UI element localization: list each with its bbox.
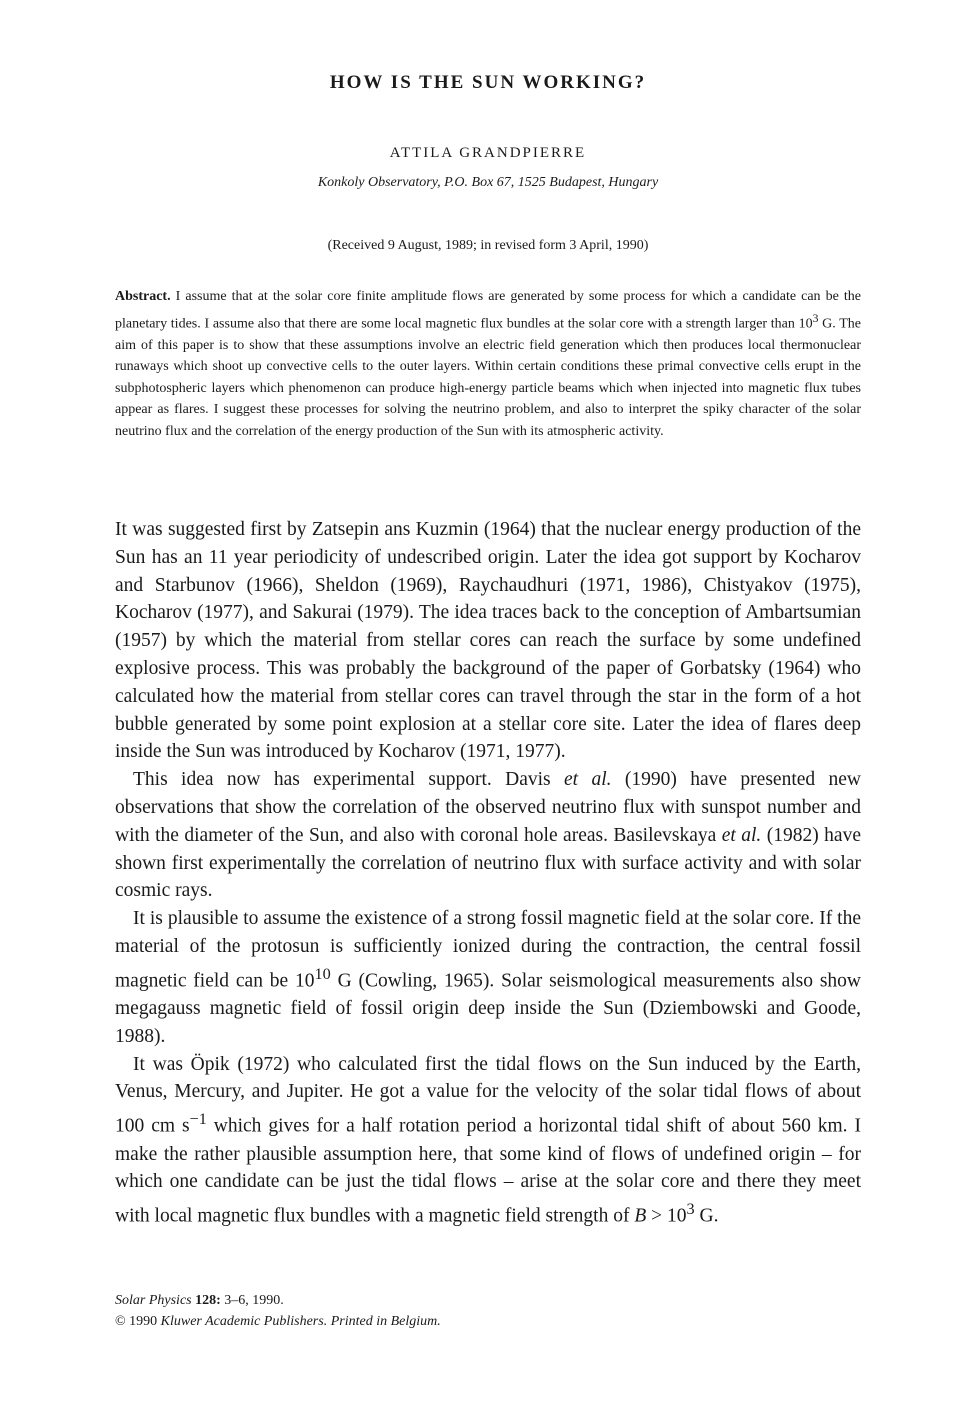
citation-etal: et al. (564, 769, 612, 791)
abstract-superscript: 3 (812, 311, 819, 325)
received-dates: (Received 9 August, 1989; in revised form 3 April, 1990) (327, 238, 649, 253)
paragraph-4 (115, 1051, 861, 1231)
superscript: −1 (189, 1110, 207, 1129)
paper-title: HOW IS THE SUN WORKING? (329, 72, 647, 93)
journal-pages: 3–6, 1990. (220, 1293, 284, 1308)
paragraph-text: G (Cowling, 1965). Solar seismological measurements also show megagauss magnetic field of fossil origin deep inside the Sun (Dziembowski and Goode, 1988). (115, 970, 862, 1047)
body-text (115, 516, 861, 1230)
journal-name: Solar Physics (115, 1293, 192, 1308)
journal-citation (115, 1290, 861, 1311)
copyright-symbol: © 1990 (115, 1314, 161, 1329)
superscript: 10 (314, 964, 331, 983)
abstract-text-part: I assume that at the solar core finite amplitude flows are generated by some process for which a candidate can be the planetary tides. I assume also that there are some local magnetic flux bundles at the solar core with a strength larger than 10 (115, 289, 861, 332)
page-footer (115, 1290, 861, 1332)
paragraph-text: (1990) have presented new observations that show the correlation of the observed neutrino flux with sunspot number and with the diameter of the Sun, and also with coronal hole areas. Basilevskaya (115, 769, 861, 846)
abstract-text-part: G. The aim of this paper is to show that these assumptions involve an electric field generation which then produces local thermonuclear runaways which shoot up convective cells to the outer layers. Within certain conditions these primal convective cells erupt in the subphotospheric layers which phenomenon can produce high-energy particle beams which when injected into magnetic flux tubes appear as flares. I suggest these processes for solving the neutrino problem, and also to interpret the spiky character of the solar neutrino flux and the correlation of the energy production of the Sun with its atmospheric activity. (115, 316, 862, 439)
paragraph-text: G. (694, 1205, 719, 1227)
paragraph-1: It was suggested first by Zatsepin ans Kuzmin (1964) that the nuclear energy production of the Sun has an 11 year periodicity of undescribed origin. Later the idea got support by Kocharov and Starbunov (1966), Sheldon (1969), Raychaudhuri (1971, 1986), Chistyakov (1975), Kocharov (1977), and Sakurai (1979). The idea traces back to the conception of Ambartsumian (1957) by which the material from stellar cores can reach the surface by some undefined explosive process. This was probably the background of the paper of Gorbatsky (1964) who calculated how the material from stellar cores can travel through the star in the form of a hot bubble generated by some point explosion at a stellar core site. Later the idea of flares deep inside the Sun was introduced by Kocharov (1971, 1977). (115, 519, 861, 763)
paragraph-2 (115, 766, 861, 905)
paragraph-text: It is plausible to assume the existence of a strong fossil magnetic field at the solar core. If the material of the protosun is sufficiently ionized during the contraction, the central fossil magnetic field can be 10 (115, 908, 861, 992)
publisher-info: Kluwer Academic Publishers. Printed in Belgium. (160, 1314, 441, 1329)
author-name: ATTILA GRANDPIERRE (389, 145, 587, 161)
paragraph-text: > 10 (646, 1205, 687, 1227)
author-affiliation: Konkoly Observatory, P.O. Box 67, 1525 Budapest, Hungary (317, 175, 659, 190)
journal-volume: 128: (191, 1293, 221, 1308)
paragraph-text: (1982) have shown first experimentally the correlation of neutrino flux with surface activity and with solar cosmic rays. (115, 824, 861, 902)
paragraph-text: which gives for a half rotation period a horizontal tidal shift of about 560 km. I make the rather plausible assumption here, that some kind of flows of undefined origin – for which one candidate can be just the tidal flows – arise at the solar core and there they meet with local magnetic flux bundles with a magnetic field strength of (115, 1115, 861, 1227)
paragraph-text: This idea now has experimental support. Davis (133, 769, 564, 791)
superscript: 3 (686, 1200, 695, 1219)
abstract-label: Abstract. (115, 289, 171, 304)
citation-etal: et al. (721, 824, 762, 846)
copyright-line (115, 1311, 861, 1332)
math-variable: B (634, 1205, 647, 1227)
abstract (115, 286, 861, 442)
paragraph-text: It was Öpik (1972) who calculated first the tidal flows on the Sun induced by the Earth, Venus, Mercury, and Jupiter. He got a value for the velocity of the solar tidal flows of about 100 cm s (115, 1053, 861, 1137)
paragraph-3 (115, 905, 861, 1050)
